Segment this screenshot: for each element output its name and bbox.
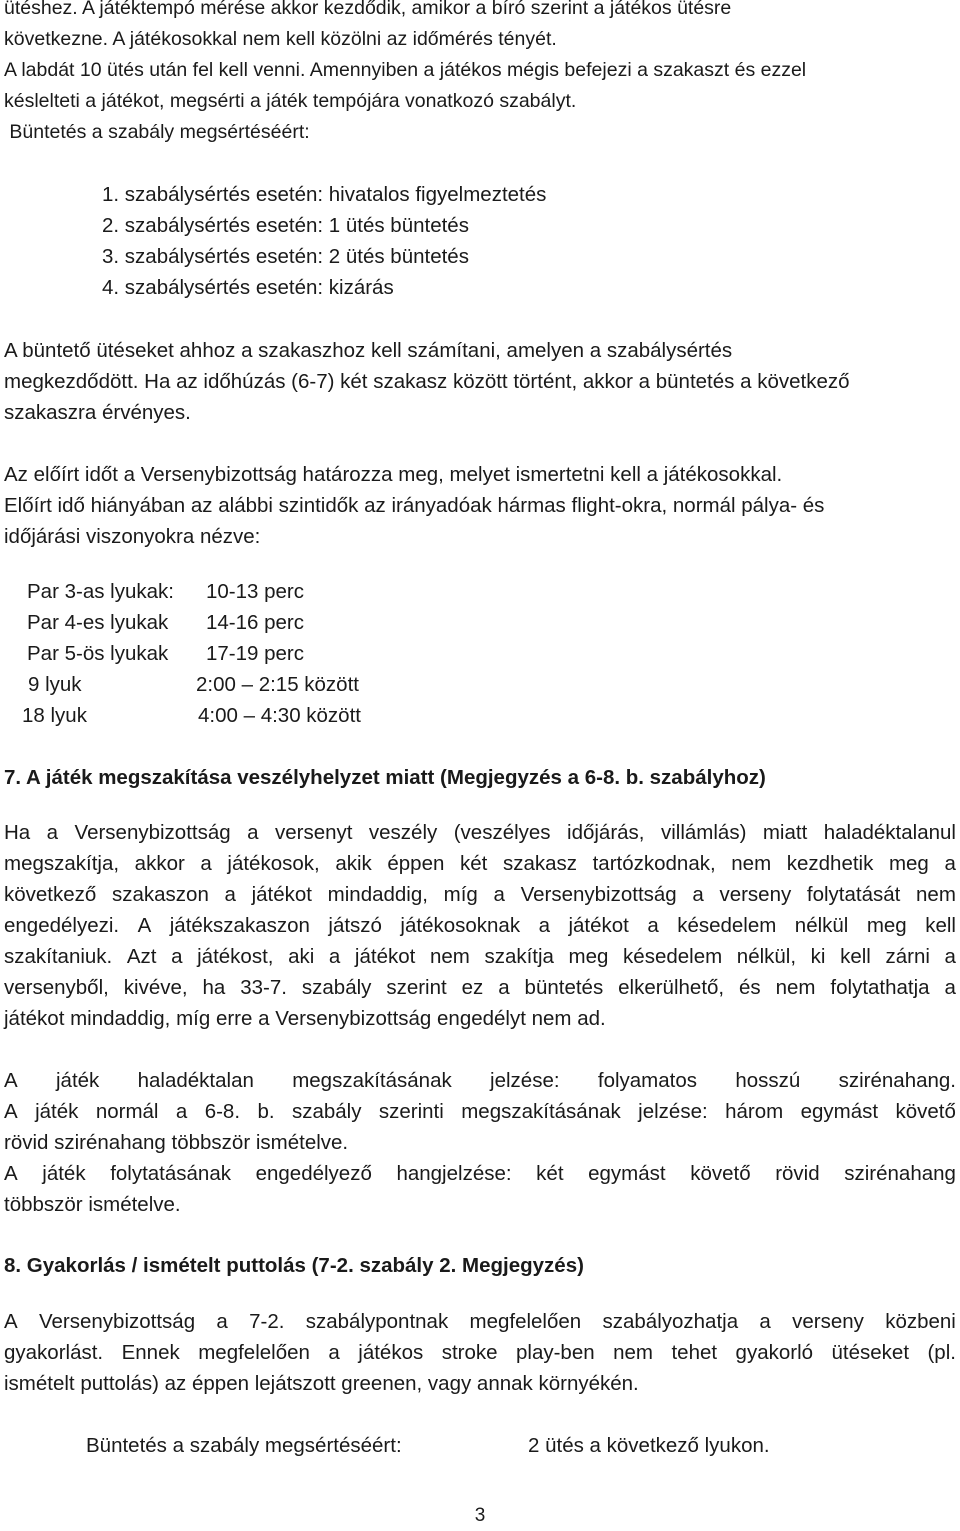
section-7-line: engedélyezi. A játékszakaszon játszó játékosoknak a játékot a késedelem nélkül meg kell [4,914,956,937]
intro-line-1 [4,0,956,24]
time-table-label: Par 3-as lyukak: [27,580,174,603]
time-table-label: Par 5-ös lyukak [27,642,169,665]
time-note-line-1: Az előírt időt a Versenybizottság határozza meg, melyet ismertetni kell a játékosokkal. [4,463,783,486]
time-table-value: 2:00 – 2:15 között [196,673,359,696]
penalty-note-line-2: megkezdődött. Ha az időhúzás (6-7) két szakasz között történt, akkor a büntetés a következő [4,370,850,393]
section-8-line: gyakorlást. Ennek megfelelően a játékos stroke play-ben nem tehet gyakorló ütéseket (pl. [4,1341,956,1364]
section-8-line: A Versenybizottság a 7-2. szabálypontnak megfelelően szabályozhatja a verseny közbeni [4,1310,956,1333]
siren-line: A játék haladéktalan megszakításának jelzése: folyamatos hosszú szirénahang. [4,1069,956,1092]
page-number: 3 [474,1505,486,1526]
siren-line: A játék normál a 6-8. b. szabály szerinti megszakításának jelzése: három egymást követő [4,1100,956,1123]
time-table-label: 9 lyuk [28,673,82,696]
time-table-value: 17-19 perc [206,642,305,665]
section-7-line: szakítaniuk. Azt a játékost, aki a játékot nem szakítja meg késedelem nélkül, ki kell zárni a [4,945,956,968]
section-8-body [4,1306,956,1399]
section-7-line: játékot mindaddig, míg erre a Versenybizottság engedélyt nem ad. [4,1007,606,1030]
time-table-label: 18 lyuk [22,704,87,727]
section-7-line: megszakítja, akkor a játékosok, akik éppen két szakasz tartózkodnak, nem kezdhetik meg a [4,852,956,875]
intro-line-2: következne. A játékosokkal nem kell közölni az időmérés tényét. [4,28,557,50]
section-8-line: ismételt puttolás) az éppen lejátszott greenen, vagy annak környékén. [4,1372,639,1395]
time-note-line-2: Előírt idő hiányában az alábbi szintidők az irányadóak hármas flight-okra, normál pálya- és [4,494,825,517]
penalty-item-2: 2. szabálysértés esetén: 1 ütés büntetés [102,214,469,237]
time-note-line-3: időjárási viszonyokra nézve: [4,525,261,548]
intro-line-3: A labdát 10 ütés után fel kell venni. Amennyiben a játékos mégis befejezi a szakaszt és ezzel [4,59,807,81]
penalty-item-1: 1. szabálysértés esetén: hivatalos figyelmeztetés [102,183,547,206]
penalty-note-line-1: A büntető ütéseket ahhoz a szakaszhoz kell számítani, amelyen a szabálysértés [4,339,733,362]
section-7-line: versenyből, kivéve, ha 33-7. szabály szerint ez a büntetés elkerülhető, és nem folytathatja a [4,976,956,999]
section-7-body [4,817,956,1034]
final-penalty-label: Büntetés a szabály megsértéséért: [86,1434,402,1457]
section-8-heading: 8. Gyakorlás / ismételt puttolás (7-2. szabály 2. Megjegyzés) [4,1254,584,1277]
penalty-item-4: 4. szabálysértés esetén: kizárás [102,276,394,299]
penalty-note-line-3: szakaszra érvényes. [4,401,191,424]
siren-line: A játék folytatásának engedélyező hangjelzése: két egymást követő rövid szirénahang [4,1162,956,1185]
final-penalty-value: 2 ütés a következő lyukon. [528,1434,770,1457]
siren-line: többször ismételve. [4,1193,181,1216]
time-table-value: 4:00 – 4:30 között [198,704,361,727]
time-table-value: 14-16 perc [206,611,305,634]
time-table-value: 10-13 perc [206,580,305,603]
penalty-item-3: 3. szabálysértés esetén: 2 ütés büntetés [102,245,469,268]
section-7-line: következő szakaszon a játékot mindaddig, míg a Versenybizottság a verseny folytatását nem [4,883,956,906]
intro-text: ütéshez. A játéktempó mérése akkor kezdődik, amikor a bíró szerint a játékos ütésre [4,0,732,19]
siren-line: rövid szirénahang többször ismételve. [4,1131,349,1154]
intro-line-4: késlelteti a játékot, megsérti a játék tempójára vonatkozó szabályt. [4,90,577,112]
section-7-line: Ha a Versenybizottság a versenyt veszély (veszélyes időjárás, villámlás) miatt haladéktalanul [4,821,956,844]
intro-line-5: Büntetés a szabály megsértéséért: [4,121,310,143]
time-table-label: Par 4-es lyukak [27,611,169,634]
siren-signals [4,1065,956,1220]
section-7-heading: 7. A játék megszakítása veszélyhelyzet miatt (Megjegyzés a 6-8. b. szabályhoz) [4,766,766,789]
